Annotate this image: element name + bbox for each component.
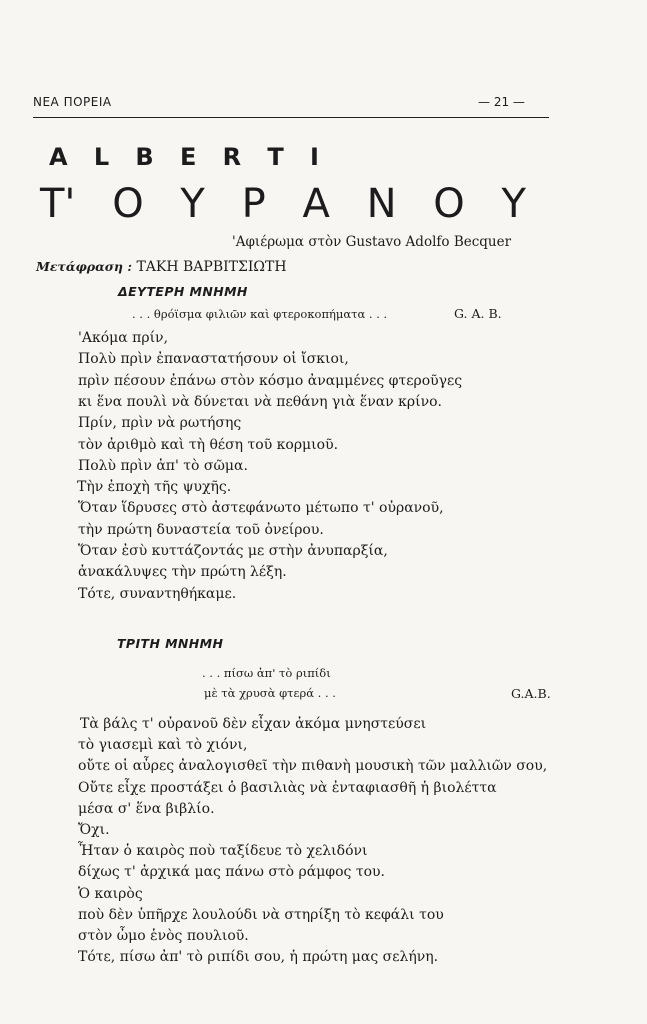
poem-line: Πολὺ πρὶν ἀπ' τὸ σῶμα. bbox=[78, 457, 248, 474]
work-letter: Υ bbox=[180, 181, 205, 227]
page-number: — 21 — bbox=[478, 95, 525, 109]
poem-line: Πολὺ πρὶν ἐπαναστατήσουν οἱ ἴσκιοι, bbox=[78, 351, 349, 368]
work-letter: Ρ bbox=[241, 181, 266, 227]
epigraph-signature: G.A.B. bbox=[511, 686, 551, 701]
poem-line: Τὰ βάλς τ' οὐρανοῦ δὲν εἶχαν ἀκόμα μνηστεύσει bbox=[80, 716, 427, 732]
poem-line: Ὅταν ἵδρυσες στὸ ἀστεφάνωτο μέτωπο τ' οὐρανοῦ, bbox=[78, 500, 444, 517]
section-title-second-memory: ΔΕΥΤΕΡΗ ΜΝΗΜΗ bbox=[118, 284, 248, 299]
poem-line: Ὄχι. bbox=[78, 822, 110, 838]
section-title-third-memory: ΤΡΙΤΗ ΜΝΗΜΗ bbox=[117, 636, 224, 651]
poem-line: ποὺ δὲν ὑπῆρχε λουλούδι νὰ στηρίξη τὸ κεφάλι του bbox=[78, 906, 444, 923]
work-letter: Υ bbox=[501, 181, 526, 227]
poem-line: Οὔτε εἶχε προστάξει ὁ βασιλιὰς νὰ ἐνταφιασθῆ ἡ βιολέττα bbox=[78, 779, 497, 796]
poem-line: κι ἕνα πουλὶ νὰ δύνεται νὰ πεθάνη γιὰ ἕναν κρίνο. bbox=[78, 393, 442, 410]
poem-line: τὸν ἀριθμὸ καὶ τὴ θέση τοῦ κορμιοῦ. bbox=[78, 436, 339, 453]
author-letter: E bbox=[179, 143, 197, 171]
author-letter: I bbox=[310, 143, 319, 171]
poem-line: Ἦταν ὁ καιρὸς ποὺ ταξίδευε τὸ χελιδόνι bbox=[78, 843, 368, 860]
poem-line: ἀνακάλυψες τὴν πρώτη λέξη. bbox=[78, 564, 287, 581]
author-title bbox=[49, 143, 319, 171]
work-letter: Ο bbox=[112, 181, 144, 227]
work-letter: Α bbox=[302, 181, 330, 227]
poem-line: Πρίν, πρὶν νὰ ρωτήσης bbox=[78, 415, 242, 432]
header-rule bbox=[33, 117, 549, 118]
poem-line: τὸ γιασεμὶ καὶ τὸ χιόνι, bbox=[78, 737, 248, 754]
poem-line: Τὴν ἐποχὴ τῆς ψυχῆς. bbox=[77, 479, 232, 496]
author-letter: T bbox=[267, 143, 284, 171]
poem-line: Ὁ καιρὸς bbox=[78, 885, 143, 902]
translator-label: Μετάφραση : bbox=[36, 259, 132, 274]
poem-line: Ὅταν ἐσὺ κυττάζοντάς με στὴν ἀνυπαρξία, bbox=[78, 543, 388, 559]
author-letter: A bbox=[49, 143, 68, 171]
work-title bbox=[40, 181, 526, 227]
work-letter: Ν bbox=[366, 181, 397, 227]
epigraph-line: μὲ τὰ χρυσὰ φτερά . . . bbox=[204, 686, 336, 700]
poem-line: οὔτε οἱ αὖρες ἀναλογισθεῖ τὴν πιθανὴ μουσικὴ τῶν μαλλιῶν σου, bbox=[78, 758, 548, 775]
poem-line: τὴν πρώτη δυναστεία τοῦ ὀνείρου. bbox=[78, 521, 324, 538]
dedication: 'Αφιέρωμα στὸν Gustavo Adolfo Becquer bbox=[232, 234, 512, 250]
poem-line: Τότε, συναντηθήκαμε. bbox=[78, 585, 237, 602]
epigraph-line: . . . θρόϊσμα φιλιῶν καὶ φτεροκοπήματα . . . bbox=[132, 307, 388, 321]
poem-line: μέσα σ' ἕνα βιβλίο. bbox=[78, 800, 215, 817]
journal-name: ΝΕΑ ΠΟΡΕΙΑ bbox=[33, 95, 112, 109]
author-letter: B bbox=[135, 143, 154, 171]
poem-line: 'Ακόμα πρίν, bbox=[78, 330, 169, 346]
author-letter: L bbox=[93, 143, 110, 171]
work-letter: Ο bbox=[433, 181, 465, 227]
author-letter: R bbox=[222, 143, 242, 171]
translator-name: ΤΑΚΗ ΒΑΡΒΙΤΣΙΩΤΗ bbox=[136, 259, 287, 275]
poem-line: Τότε, πίσω ἀπ' τὸ ριπίδι σου, ἡ πρώτη μας σελήνη. bbox=[78, 949, 439, 966]
epigraph-signature: G. A. B. bbox=[454, 306, 502, 321]
poem-line: στὸν ὦμο ἑνὸς πουλιοῦ. bbox=[78, 928, 249, 944]
translator-credit bbox=[36, 259, 287, 275]
poem-line: δίχως τ' ἀρχικά μας πάνω στὸ ράμφος του. bbox=[78, 864, 385, 881]
epigraph-line: . . . πίσω ἀπ' τὸ ριπίδι bbox=[202, 666, 331, 680]
poem-line: πρὶν πέσουν ἐπάνω στὸν κόσμο ἀναμμένες φτεροῦγες bbox=[78, 372, 463, 389]
work-letter: Τ' bbox=[40, 181, 76, 227]
